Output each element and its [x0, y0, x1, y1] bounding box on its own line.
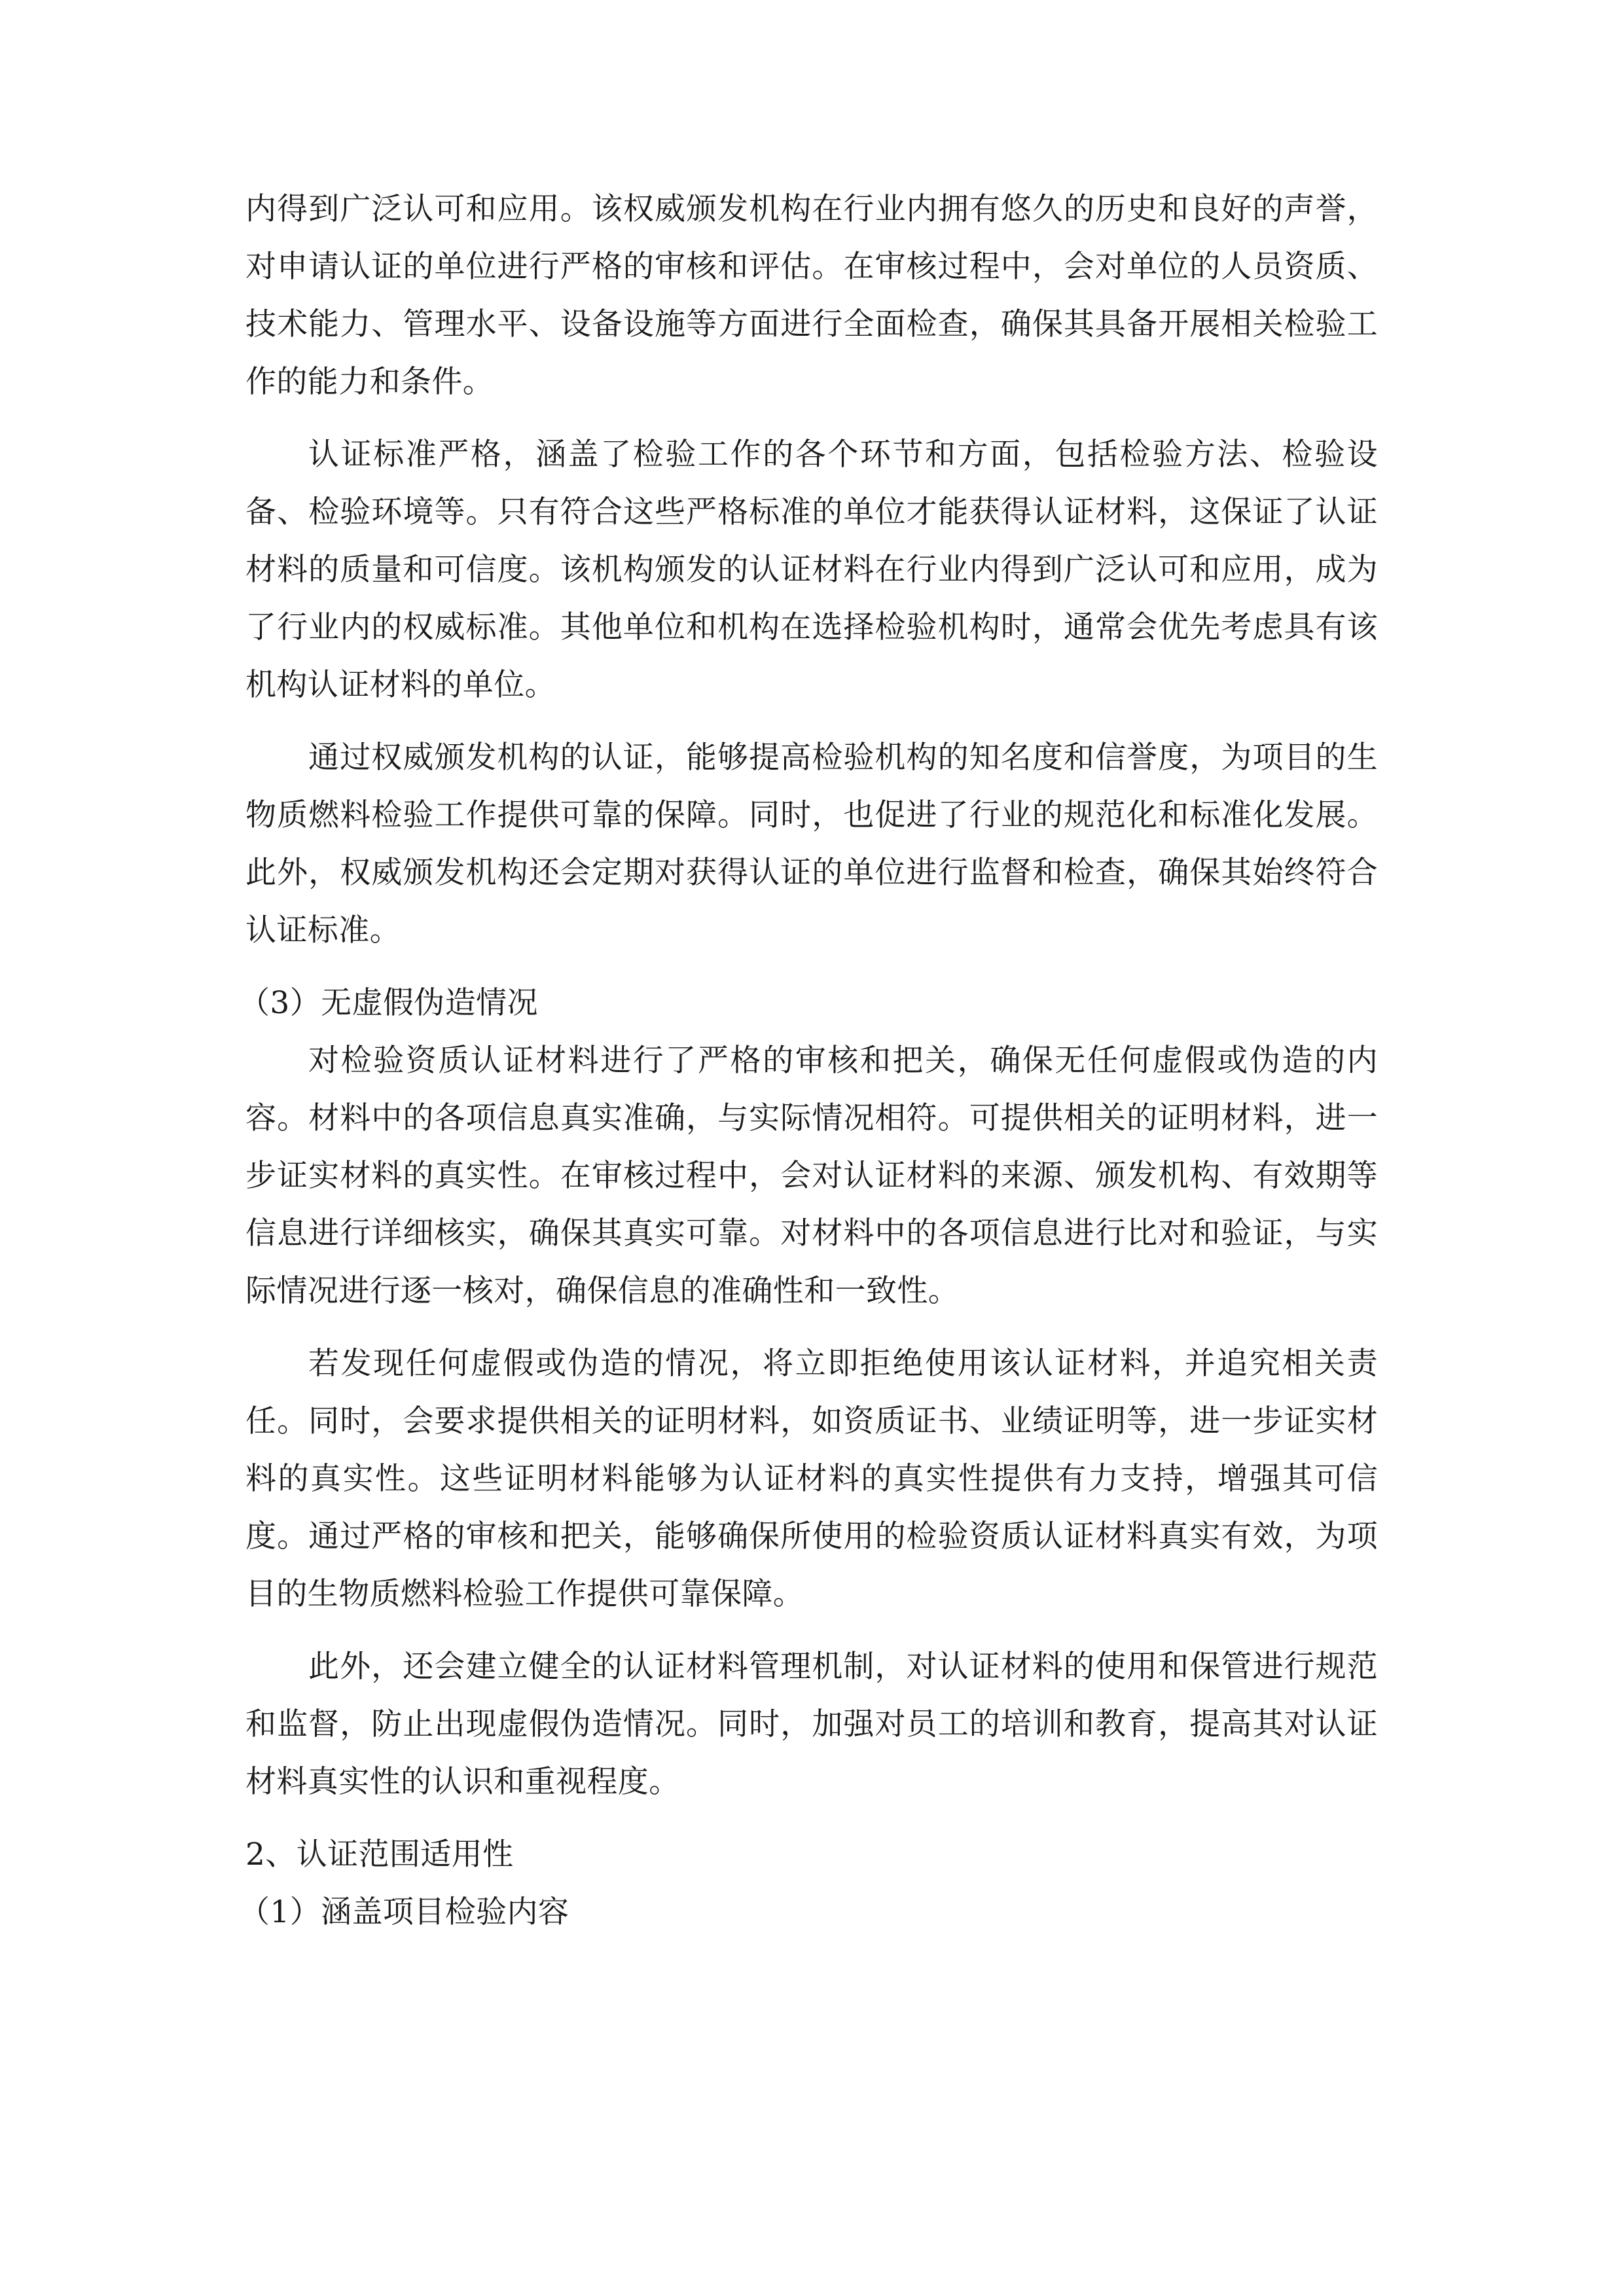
body-paragraph: 对检验资质认证材料进行了严格的审核和把关，确保无任何虚假或伪造的内容。材料中的各项信息真实准确，与实际情况相符。可提供相关的证明材料，进一步证实材料的真实性。在审核过程中，会对认证材料的来源、颁发机构、有效期等信息进行详细核实，确保其真实可靠。对材料中的各项信息进行比对和验证，与实际情况进行逐一核对，确保信息的准确性和一致性。	[245, 1043, 1378, 1309]
body-paragraph: 通过权威颁发机构的认证，能够提高检验机构的知名度和信誉度，为项目的生物质燃料检验工作提供可靠的保障。同时，也促进了行业的规范化和标准化发展。此外，权威颁发机构还会定期对获得认证的单位进行监督和检查，确保其始终符合认证标准。	[245, 740, 1378, 948]
body-paragraph: 认证标准严格，涵盖了检验工作的各个环节和方面，包括检验方法、检验设备、检验环境等。只有符合这些严格标准的单位才能获得认证材料，这保证了认证材料的质量和可信度。该机构颁发的认证材料在行业内得到广泛认可和应用，成为了行业内的权威标准。其他单位和机构在选择检验机构时，通常会优先考虑具有该机构认证材料的单位。	[245, 437, 1378, 703]
section-heading-scope: 2、认证范围适用性	[245, 1837, 514, 1873]
body-paragraph: 若发现任何虚假或伪造的情况，将立即拒绝使用该认证材料，并追究相关责任。同时，会要求提供相关的证明材料，如资质证书、业绩证明等，进一步证实材料的真实性。这些证明材料能够为认证材料的真实性提供有力支持，增强其可信度。通过严格的审核和把关，能够确保所使用的检验资质认证材料真实有效，为项目的生物质燃料检验工作提供可靠保障。	[245, 1346, 1378, 1612]
page-content	[239, 181, 1378, 1941]
subheading-coverage: （1）涵盖项目检验内容	[239, 1894, 569, 1930]
body-paragraph: 内得到广泛认可和应用。该权威颁发机构在行业内拥有悠久的历史和良好的声誉，对申请认证的单位进行严格的审核和评估。在审核过程中，会对单位的人员资质、技术能力、管理水平、设备设施等方面进行全面检查，确保其具备开展相关检验工作的能力和条件。	[245, 191, 1378, 400]
body-paragraph: 此外，还会建立健全的认证材料管理机制，对认证材料的使用和保管进行规范和监督，防止出现虚假伪造情况。同时，加强对员工的培训和教育，提高其对认证材料真实性的认识和重视程度。	[245, 1649, 1378, 1800]
subheading-no-falsification: （3）无虚假伪造情况	[239, 985, 538, 1021]
